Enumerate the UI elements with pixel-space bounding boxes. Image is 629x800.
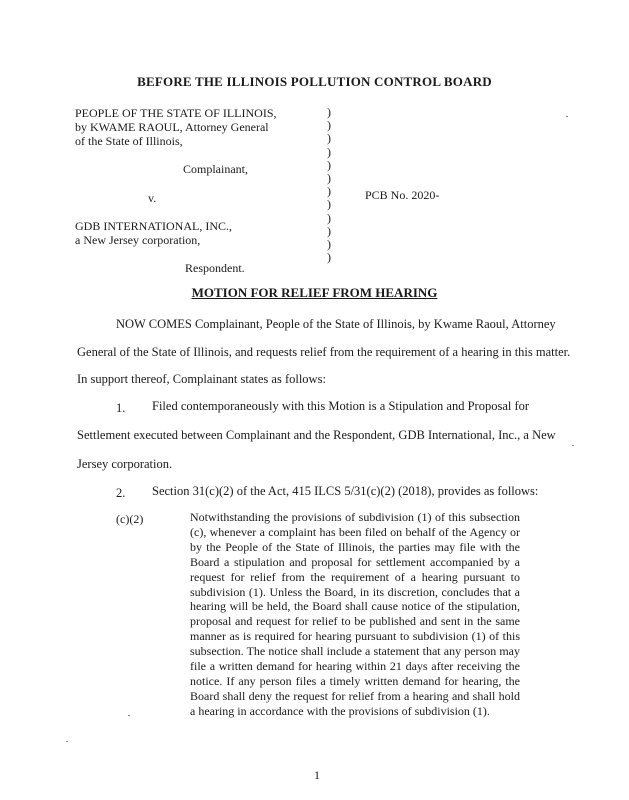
- scan-speck: [66, 741, 68, 742]
- respondent-role: Respondent.: [185, 261, 245, 275]
- statute-quote: Notwithstanding the provisions of subdivision (1) of this subsection (c), whenever a complaint has been filed on behalf of the Agency or by the People of the State of Illinois, the parties may file with the Board a stipulation and proposal for settlement accompanied by a request for relief from the requirement of a hearing pursuant to subdivision (1). Unless the Board, in its discretion, concludes that a hearing will be held, the Board shall cause notice of the stipulation, proposal and request for relief to be published and sent in the same manner as is required for hearing pursuant to subdivision (1) of this subsection. The notice shall include a statement that any person may file a written demand for hearing within 21 days after receiving the notice. If any person files a timely written demand for hearing, the Board shall deny the request for relief from a hearing and shall hold a hearing in accordance with the provisions of subdivision (1).: [190, 510, 520, 718]
- para-1-line-3: Jersey corporation.: [77, 457, 173, 471]
- versus-label: v.: [148, 191, 157, 205]
- para-1-line-1: Filed contemporaneously with this Motion is a Stipulation and Proposal for: [152, 399, 530, 413]
- scan-speck: [572, 445, 574, 446]
- respondent-name: GDB INTERNATIONAL, INC.,: [75, 219, 232, 233]
- scan-speck: [128, 715, 130, 716]
- complainant-attorney: by KWAME RAOUL, Attorney General: [75, 120, 269, 134]
- intro-line-1: NOW COMES Complainant, People of the State of Illinois, by Kwame Raoul, Attorney: [116, 317, 556, 331]
- para-2-text: Section 31(c)(2) of the Act, 415 ILCS 5/31(c)(2) (2018), provides as follows:: [152, 484, 539, 498]
- para-1-line-2: Settlement executed between Complainant and the Respondent, GDB International, Inc., a New: [77, 428, 556, 442]
- board-title: BEFORE THE ILLINOIS POLLUTION CONTROL BOARD: [137, 74, 492, 89]
- motion-title: MOTION FOR RELIEF FROM HEARING: [191, 285, 438, 300]
- page-number: 1: [314, 768, 320, 782]
- scan-speck: [566, 116, 568, 117]
- case-number: PCB No. 2020-: [365, 188, 440, 202]
- complainant-name: PEOPLE OF THE STATE OF ILLINOIS,: [75, 106, 277, 120]
- quote-label: (c)(2): [116, 512, 144, 526]
- complainant-state: of the State of Illinois,: [75, 134, 183, 148]
- complainant-role: Complainant,: [183, 162, 248, 176]
- caption-parentheses: ) ) ) ) ) ) ) ) ) ) ) ): [327, 105, 331, 265]
- para-1-number: 1.: [116, 401, 126, 415]
- para-2-number: 2.: [116, 486, 126, 500]
- intro-line-2: General of the State of Illinois, and requests relief from the requirement of a hearing in this matter.: [77, 345, 571, 359]
- intro-line-3: In support thereof, Complainant states as follows:: [77, 372, 326, 386]
- respondent-description: a New Jersey corporation,: [75, 233, 201, 247]
